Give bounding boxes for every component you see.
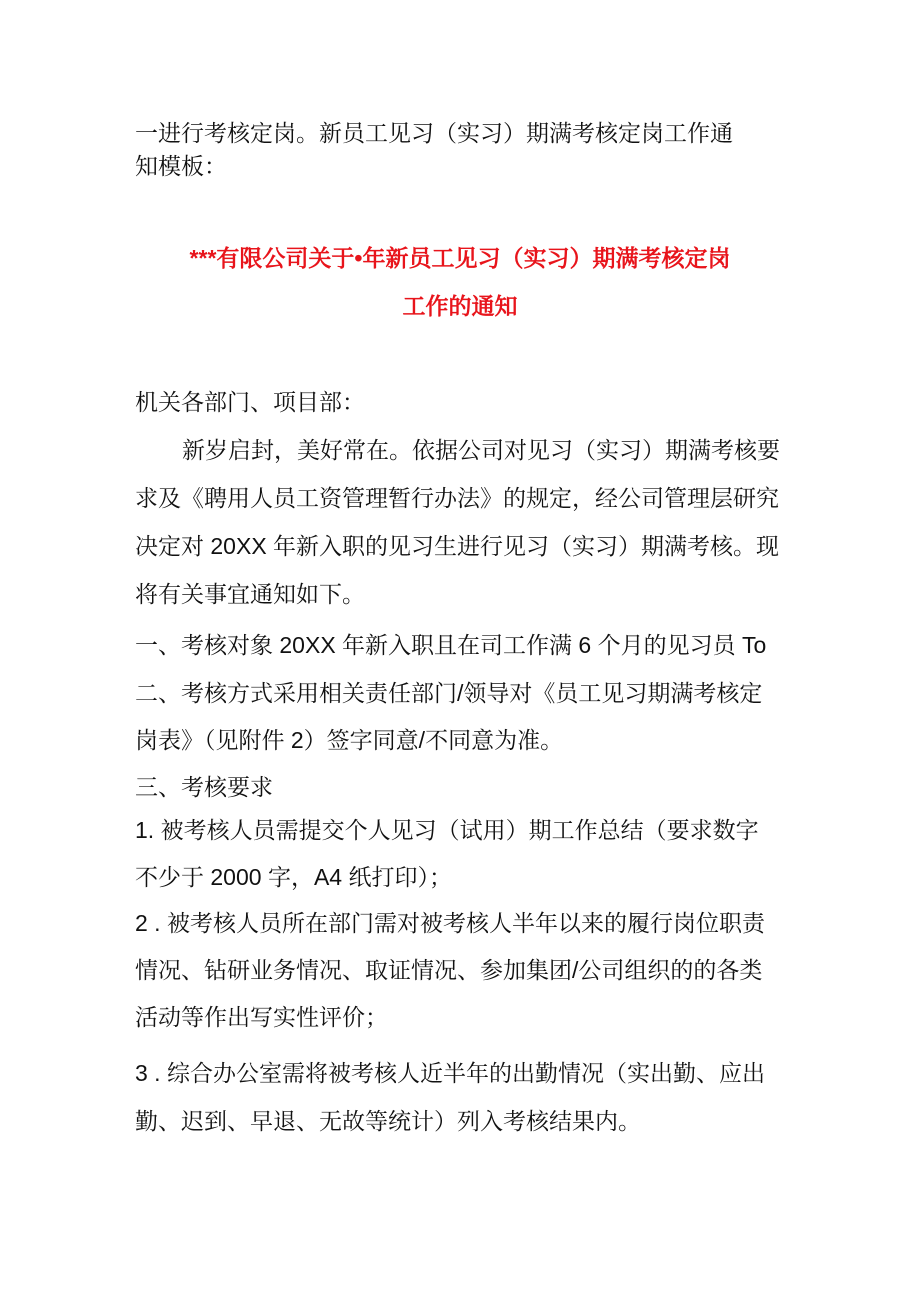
section-heading: 三、考核要求 (135, 774, 273, 800)
list-item-line: 2 . 被考核人员所在部门需对被考核人半年以来的履行岗位职责 (135, 910, 765, 936)
list-item-line: 勤、迟到、早退、无故等统计）列入考核结果内。 (135, 1108, 641, 1134)
list-item-line: 1. 被考核人员需提交个人见习（试用）期工作总结（要求数字 (135, 817, 759, 843)
paragraph-line: 将有关事宜通知如下。 (135, 581, 365, 607)
document-title: ***有限公司关于•年新员工见习（实习）期满考核定岗 (189, 245, 731, 271)
salutation: 机关各部门、项目部： (135, 389, 365, 415)
section-line: 岗表》（见附件 2）签字同意/不同意为准。 (135, 727, 564, 753)
list-item-line: 活动等作出写实性评价； (135, 1004, 388, 1030)
document-title: 工作的通知 (402, 293, 518, 319)
section-line: 一、考核对象 20XX 年新入职且在司工作满 6 个月的见习员 To (135, 632, 767, 658)
intro-line: 知模板： (135, 153, 227, 179)
intro-line: 一进行考核定岗。新员工见习（实习）期满考核定岗工作通 (135, 120, 733, 146)
list-item-line: 不少于 2000 字，A4 纸打印）； (135, 864, 452, 890)
paragraph-line: 决定对 20XX 年新入职的见习生进行见习（实习）期满考核。现 (135, 533, 780, 559)
list-item-line: 3 . 综合办公室需将被考核人近半年的出勤情况（实出勤、应出 (135, 1060, 765, 1086)
paragraph-line: 求及《聘用人员工资管理暂行办法》的规定，经公司管理层研究 (135, 485, 779, 511)
paragraph-line: 新岁启封，美好常在。依据公司对见习（实习）期满考核要 (182, 437, 780, 463)
section-line: 二、考核方式采用相关责任部门/领导对《员工见习期满考核定 (135, 680, 763, 706)
list-item-line: 情况、钻研业务情况、取证情况、参加集团/公司组织的的各类 (135, 957, 763, 983)
